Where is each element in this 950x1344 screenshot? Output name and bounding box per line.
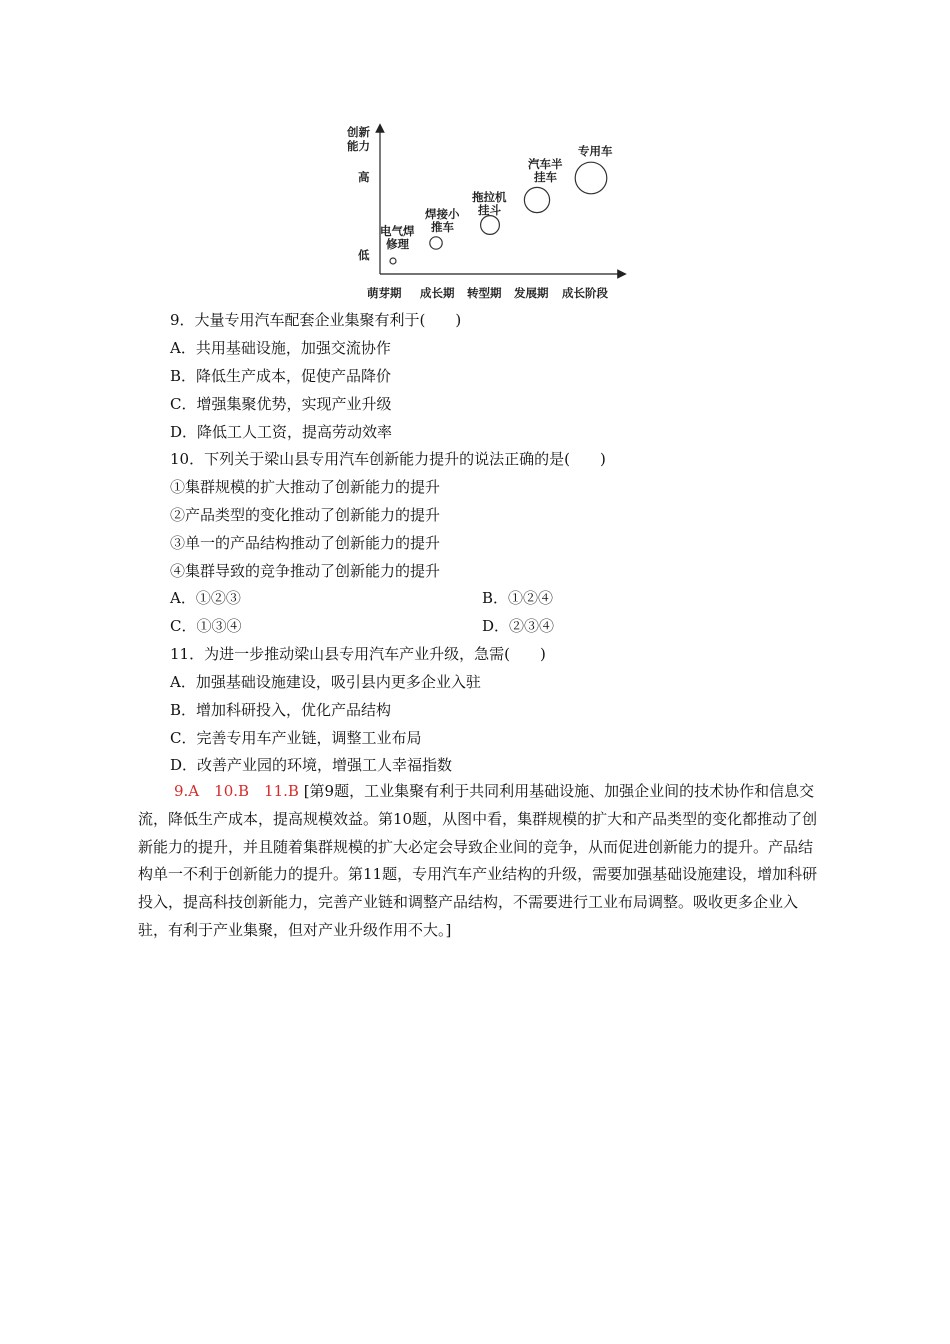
q11-option-d: D．改善产业园的环境，增强工人幸福指数	[170, 756, 453, 774]
q10-stem: 10．下列关于梁山县专用汽车创新能力提升的说法正确的是( )	[170, 450, 606, 468]
bubble-1	[390, 258, 396, 264]
bubble-label-4-line2: 挂车	[534, 170, 557, 184]
answer-block	[138, 778, 818, 945]
bubble-label-4: 汽车半	[528, 157, 563, 171]
x-tick-1: 萌芽期	[367, 286, 402, 300]
x-tick-5: 成长阶段	[562, 286, 608, 300]
q10-option-b: B．①②④	[482, 589, 554, 607]
q11-option-b: B．增加科研投入，优化产品结构	[170, 701, 392, 719]
bubble-2	[430, 237, 442, 249]
y-tick-low: 低	[358, 248, 370, 262]
q10-option-a: A．①②③	[170, 589, 241, 607]
y-tick-high: 高	[358, 170, 370, 184]
bubble-3	[481, 216, 500, 235]
chart-svg	[340, 122, 630, 307]
q10-statement-3: ③单一的产品结构推动了创新能力的提升	[170, 534, 441, 552]
q11-stem: 11．为进一步推动梁山县专用汽车产业升级，急需( )	[170, 645, 546, 663]
bubble-label-2-line2: 推车	[431, 220, 454, 234]
q10-statement-2: ②产品类型的变化推动了创新能力的提升	[170, 506, 441, 524]
x-tick-2: 成长期	[420, 286, 455, 300]
answer-key: 9.A 10.B 11.B	[174, 782, 299, 800]
y-axis-label: 创新	[347, 125, 370, 139]
q10-option-d: D．②③④	[482, 617, 555, 635]
answer-explanation: [第9题，工业集聚有利于共同利用基础设施、加强企业间的技术协作和信息交流，降低生产成本，提高规模效益。第10题，从图中看，集群规模的扩大和产品类型的变化都推动了创新能力的提升，并且随着集群规模的扩大必定会导致企业间的竞争，从而促进创新能力的提升。产品结构单一不利于创新能力的提升。第11题，专用汽车产业结构的升级，需要加强基础设施建设，增加科研投入，提高科技创新能力，完善产业链和调整产品结构，不需要进行工业布局调整。吸收更多企业入驻，有利于产业集聚，但对产业升级作用不大。]	[138, 782, 818, 939]
bubble-label-5: 专用车	[578, 144, 613, 158]
q11-option-c: C．完善专用车产业链，调整工业布局	[170, 729, 422, 747]
bubble-group	[380, 144, 613, 264]
x-tick-4: 发展期	[514, 286, 549, 300]
bubble-label-3: 拖拉机	[472, 190, 507, 204]
bubble-label-1: 电气焊	[380, 224, 415, 238]
bubble-label-2: 焊接小	[425, 207, 460, 221]
q10-option-c: C．①③④	[170, 617, 242, 635]
y-axis-label-line2: 能力	[347, 139, 370, 153]
bubble-5	[575, 162, 607, 194]
q9-stem: 9．大量专用汽车配套企业集聚有利于( )	[170, 311, 462, 329]
q10-statement-4: ④集群导致的竞争推动了创新能力的提升	[170, 562, 441, 580]
q10-statement-1: ①集群规模的扩大推动了创新能力的提升	[170, 478, 441, 496]
q9-option-d: D．降低工人工资，提高劳动效率	[170, 423, 393, 441]
bubble-label-1-line2: 修理	[386, 237, 409, 251]
bubble-label-3-line2: 挂斗	[478, 203, 501, 217]
bubble-4	[524, 187, 549, 212]
q9-option-a: A．共用基础设施，加强交流协作	[170, 339, 391, 357]
innovation-bubble-chart	[340, 122, 630, 307]
x-tick-3: 转型期	[467, 286, 502, 300]
q9-option-b: B．降低生产成本，促使产品降价	[170, 367, 392, 385]
q9-option-c: C．增强集聚优势，实现产业升级	[170, 395, 392, 413]
q11-option-a: A．加强基础设施建设，吸引县内更多企业入驻	[170, 673, 481, 691]
